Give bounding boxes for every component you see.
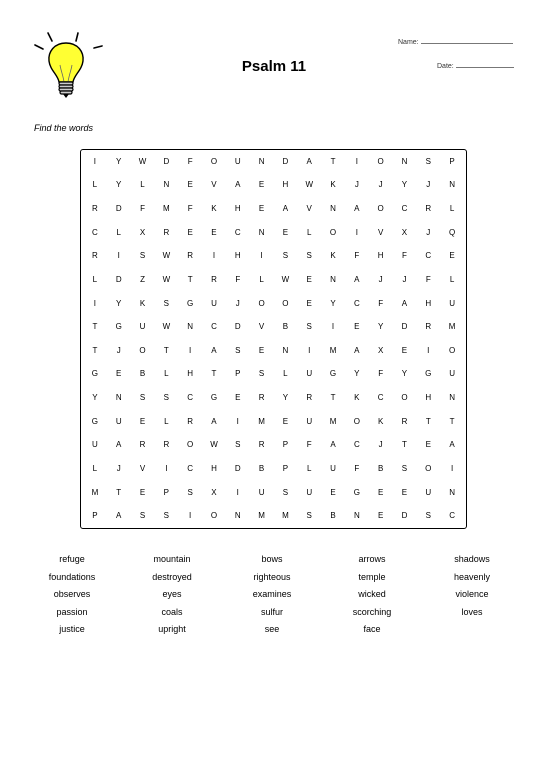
grid-letter[interactable]: I [308,345,311,355]
grid-letter[interactable]: F [378,369,384,379]
grid-letter[interactable]: A [235,180,241,190]
grid-letter[interactable]: W [162,322,171,332]
grid-letter[interactable]: S [306,511,312,521]
grid-letter[interactable]: F [140,204,145,214]
grid-letter[interactable]: E [377,511,384,521]
grid-letter[interactable]: L [306,463,312,473]
grid-letter[interactable]: M [282,511,289,521]
grid-letter[interactable]: A [354,204,360,214]
grid-letter[interactable]: S [282,487,289,497]
grid-letter[interactable]: E [258,204,265,214]
grid-letter[interactable]: O [282,298,289,308]
grid-letter[interactable]: S [258,369,265,379]
grid-letter[interactable]: B [330,511,336,521]
grid-letter[interactable]: R [258,393,265,403]
grid-letter[interactable]: T [211,369,217,379]
grid-letter[interactable]: L [306,227,312,237]
word-list-item: scorching [352,606,392,617]
grid-letter[interactable]: M [329,345,337,355]
grid-letter[interactable]: E [187,227,193,237]
grid-letter[interactable]: V [139,463,146,473]
grid-letter[interactable]: H [234,251,241,261]
grid-letter[interactable]: N [258,227,265,237]
grid-letter[interactable]: D [234,463,241,473]
grid-letter[interactable]: K [330,251,336,261]
grid-letter[interactable]: E [401,345,408,355]
grid-letter[interactable]: O [448,345,456,355]
grid-letter[interactable]: L [92,463,98,473]
grid-letter[interactable]: D [115,274,122,284]
grid-letter[interactable]: P [282,463,289,473]
grid-letter[interactable]: A [330,440,336,450]
grid-letter[interactable]: E [282,416,289,426]
grid-letter[interactable]: X [211,487,217,497]
grid-letter[interactable]: N [115,393,122,403]
grid-letter[interactable]: E [377,487,384,497]
grid-letter[interactable]: P [235,369,241,379]
grid-letter[interactable]: S [401,463,408,473]
grid-letter[interactable]: R [401,416,408,426]
word-list-item: violence [455,589,489,600]
grid-letter[interactable]: M [91,487,99,497]
grid-letter[interactable]: I [165,463,168,473]
grid-letter[interactable]: I [117,251,120,261]
grid-letter[interactable]: M [163,204,170,214]
grid-letter[interactable]: V [211,180,217,190]
grid-letter[interactable]: I [189,511,192,521]
grid-letter[interactable]: I [355,227,358,237]
grid-letter[interactable]: J [378,440,383,450]
grid-letter[interactable]: A [354,345,360,355]
grid-letter[interactable]: F [306,440,312,450]
grid-letter[interactable]: E [139,487,146,497]
grid-letter[interactable]: N [449,180,455,190]
grid-letter[interactable]: N [330,274,336,284]
grid-letter[interactable]: R [163,227,170,237]
grid-letter[interactable]: F [378,298,384,308]
word-list-item: mountain [153,554,191,564]
grid-letter[interactable]: E [282,227,289,237]
grid-letter[interactable]: I [236,416,239,426]
grid-letter[interactable]: J [235,298,240,308]
word-list-item: upright [158,624,186,635]
grid-letter[interactable]: T [330,156,336,166]
grid-letter[interactable]: D [115,204,122,214]
grid-letter[interactable]: J [116,463,121,473]
grid-letter[interactable]: G [115,322,122,332]
grid-letter[interactable]: Y [401,369,408,379]
grid-letter[interactable]: B [377,463,384,473]
grid-letter[interactable]: F [354,251,360,261]
grid-letter[interactable]: H [377,251,384,261]
grid-letter[interactable]: P [282,440,289,450]
grid-letter[interactable]: S [235,345,241,355]
grid-letter[interactable]: V [258,322,265,332]
grid-letter[interactable]: R [187,251,194,261]
grid-letter[interactable]: M [258,416,265,426]
grid-letter[interactable]: N [187,322,194,332]
grid-letter[interactable]: L [259,274,264,284]
grid-letter[interactable]: R [187,416,194,426]
grid-letter[interactable]: O [187,440,194,450]
grid-letter[interactable]: N [330,204,336,214]
grid-letter[interactable]: L [449,204,455,214]
grid-letter[interactable]: J [402,274,407,284]
grid-letter[interactable]: F [425,274,431,284]
grid-letter[interactable]: Q [448,227,456,237]
grid-letter[interactable]: E [187,180,193,190]
grid-letter[interactable]: N [449,393,455,403]
grid-letter[interactable]: I [260,251,263,261]
grid-letter[interactable]: L [164,416,169,426]
grid-letter[interactable]: O [139,345,146,355]
word-list-item: arrows [358,554,386,564]
grid-letter[interactable]: U [139,322,146,332]
grid-letter[interactable]: A [282,204,289,214]
grid-letter[interactable]: U [92,440,98,450]
grid-letter[interactable]: N [353,511,360,521]
grid-letter[interactable]: C [425,251,432,261]
grid-letter[interactable]: L [283,369,288,379]
grid-letter[interactable]: P [92,511,98,521]
grid-letter[interactable]: V [377,227,384,237]
grid-letter[interactable]: F [187,156,193,166]
grid-letter[interactable]: O [377,204,384,214]
grid-letter[interactable]: I [93,156,97,166]
grid-letter[interactable]: R [425,322,432,332]
grid-letter[interactable]: H [187,369,194,379]
word-list-item: loves [461,606,483,617]
grid-letter[interactable]: S [187,487,193,497]
name-underline [421,38,513,44]
grid-letter[interactable]: J [378,180,383,190]
grid-letter[interactable]: N [234,511,241,521]
grid-letter[interactable]: Y [92,393,98,403]
grid-letter[interactable]: I [93,298,97,308]
grid-letter[interactable]: W [305,180,313,190]
grid-letter[interactable]: O [210,156,218,166]
grid-letter[interactable]: D [282,156,289,166]
word-list-item: heavenly [453,571,491,582]
grid-letter[interactable]: J [354,180,359,190]
grid-letter[interactable]: Y [401,180,408,190]
grid-letter[interactable]: R [211,274,217,284]
grid-letter[interactable]: C [92,227,98,237]
word-search-grid [80,149,467,529]
grid-letter[interactable]: J [426,227,431,237]
grid-letter[interactable]: F [235,274,241,284]
grid-letter[interactable]: A [306,156,312,166]
date-label: Date: [437,63,454,70]
grid-letter[interactable]: E [354,322,360,332]
word-list-item: passion [56,606,88,617]
name-field[interactable] [398,38,513,46]
grid-letter[interactable]: E [211,227,217,237]
grid-letter[interactable]: U [258,487,265,497]
grid-letter[interactable]: H [211,463,217,473]
grid-letter[interactable]: X [377,345,384,355]
grid-letter[interactable]: U [330,463,336,473]
grid-letter[interactable]: U [115,416,122,426]
grid-letter[interactable]: W [210,440,218,450]
grid-letter[interactable]: E [401,487,408,497]
grid-letter[interactable]: E [449,251,455,261]
grid-letter[interactable]: A [211,345,217,355]
grid-letter[interactable]: D [401,322,408,332]
word-list-item: righteous [253,571,291,582]
grid-letter[interactable]: B [282,322,289,332]
grid-letter[interactable]: H [234,204,241,214]
grid-letter[interactable]: U [425,487,432,497]
grid-letter[interactable]: Z [140,274,145,284]
grid-letter[interactable]: X [139,227,146,237]
grid-letter[interactable]: I [236,487,239,497]
grid-letter[interactable]: T [92,322,98,332]
grid-letter[interactable]: H [425,393,432,403]
grid-letter[interactable]: O [210,511,218,521]
grid-letter[interactable]: S [139,511,146,521]
grid-letter[interactable]: O [425,463,432,473]
grid-letter[interactable]: U [449,369,455,379]
grid-letter[interactable]: C [353,440,360,450]
grid-letter[interactable]: R [425,204,432,214]
word-list-item: shadows [454,554,490,564]
grid-letter[interactable]: K [377,416,384,426]
word-list-item: coals [161,606,183,617]
name-label: Name: [398,39,419,46]
grid-letter[interactable]: V [306,204,312,214]
grid-letter[interactable]: G [210,393,218,403]
grid-letter[interactable]: C [211,322,217,332]
grid-letter[interactable]: Y [330,298,336,308]
grid-letter[interactable]: K [139,298,146,308]
grid-letter[interactable]: P [163,487,170,497]
instruction-text: Find the words [34,123,94,133]
grid-letter[interactable]: L [92,180,98,190]
grid-letter[interactable]: S [282,251,289,261]
grid-letter[interactable]: S [163,511,170,521]
grid-letter[interactable]: U [211,298,217,308]
word-list-item: see [264,624,280,635]
grid-letter[interactable]: T [449,416,455,426]
grid-letter[interactable]: I [427,345,430,355]
grid-letter[interactable]: D [163,156,170,166]
word-list-item: examines [252,589,292,600]
grid-letter[interactable]: E [139,416,146,426]
grid-letter[interactable]: R [92,251,98,261]
grid-letter[interactable]: J [378,274,383,284]
grid-letter[interactable]: E [235,393,241,403]
grid-letter[interactable]: O [329,227,337,237]
grid-letter[interactable]: R [92,204,98,214]
grid-letter[interactable]: G [425,369,432,379]
grid-letter[interactable]: M [329,416,337,426]
grid-letter[interactable]: H [425,298,432,308]
grid-letter[interactable]: T [402,440,407,450]
grid-letter[interactable]: A [449,440,455,450]
grid-letter[interactable]: C [377,393,384,403]
grid-letter[interactable]: N [163,180,170,190]
grid-letter[interactable]: N [401,156,408,166]
grid-letter[interactable]: C [449,511,455,521]
word-list [22,551,522,639]
grid-letter[interactable]: R [139,440,146,450]
grid-letter[interactable]: U [306,369,313,379]
grid-letter[interactable]: X [401,227,408,237]
grid-letter[interactable]: T [425,416,431,426]
grid-letter[interactable]: S [235,440,241,450]
word-list-item: refuge [59,554,85,564]
grid-letter[interactable]: A [211,416,217,426]
grid-letter[interactable]: J [116,345,121,355]
grid-letter[interactable]: C [353,298,360,308]
grid-letter[interactable]: C [187,393,194,403]
grid-letter[interactable]: W [162,274,171,284]
grid-letter[interactable]: K [330,180,336,190]
word-list-item: destroyed [152,571,192,582]
word-list-item: wicked [358,589,386,600]
word-list-item: face [363,624,381,635]
word-list-item: bows [261,554,283,564]
grid-letter[interactable]: L [164,369,169,379]
grid-letter[interactable]: A [354,274,360,284]
grid-letter[interactable]: Y [377,322,384,332]
word-list-item: sulfur [260,606,283,617]
grid-letter[interactable]: Y [354,369,360,379]
grid-letter[interactable]: A [116,440,122,450]
grid-letter[interactable]: E [306,298,312,308]
grid-letter[interactable]: O [377,156,384,166]
grid-letter[interactable]: U [449,298,455,308]
grid-letter[interactable]: S [163,393,170,403]
grid-letter[interactable]: D [234,322,241,332]
grid-letter[interactable]: S [163,298,170,308]
grid-letter[interactable]: C [187,463,194,473]
grid-letter[interactable]: Y [116,298,122,308]
grid-letter[interactable]: G [187,298,194,308]
grid-letter[interactable]: R [163,440,170,450]
grid-letter[interactable]: S [306,251,312,261]
grid-letter[interactable]: D [401,511,408,521]
grid-letter[interactable]: S [306,322,312,332]
grid-letter[interactable]: Y [116,180,122,190]
grid-letter[interactable]: J [426,180,431,190]
grid-letter[interactable]: A [116,511,122,521]
grid-letter[interactable]: T [116,487,122,497]
grid-letter[interactable]: W [138,156,147,166]
grid-letter[interactable]: T [163,345,169,355]
grid-letter[interactable]: F [354,463,360,473]
grid-letter[interactable]: Y [282,393,289,403]
grid-letter[interactable]: I [355,156,358,166]
grid-letter[interactable]: R [258,440,265,450]
grid-letter[interactable]: I [331,322,335,332]
grid-letter[interactable]: E [258,345,265,355]
grid-letter[interactable]: N [449,487,455,497]
word-list-item: observes [53,589,91,600]
grid-letter[interactable]: T [187,274,193,284]
grid-letter[interactable]: W [162,251,171,261]
grid-letter[interactable]: L [116,227,121,237]
grid-letter[interactable]: I [450,463,454,473]
grid-letter[interactable]: O [353,416,360,426]
grid-letter[interactable]: L [92,274,98,284]
grid-letter[interactable]: L [140,180,145,190]
grid-letter[interactable]: O [401,393,408,403]
grid-letter[interactable]: T [330,393,336,403]
page-title: Psalm 11 [241,58,307,75]
grid-letter[interactable]: U [306,416,313,426]
grid-letter[interactable]: F [402,251,407,261]
grid-letter[interactable]: C [401,204,408,214]
grid-letter[interactable]: G [91,369,99,379]
grid-letter[interactable]: P [449,156,455,166]
grid-letter[interactable]: S [425,511,431,521]
grid-letter[interactable]: F [187,204,193,214]
grid-letter[interactable]: A [401,298,408,308]
grid-letter[interactable]: M [448,322,456,332]
grid-letter[interactable]: U [306,487,313,497]
grid-letter[interactable]: S [425,156,431,166]
grid-letter[interactable]: M [258,511,265,521]
grid-letter[interactable]: G [329,369,337,379]
grid-letter[interactable]: E [330,487,336,497]
grid-letter[interactable]: S [139,393,146,403]
word-list-item: temple [358,571,386,582]
grid-letter[interactable]: I [189,345,192,355]
grid-letter[interactable]: T [92,345,98,355]
grid-letter[interactable]: C [234,227,241,237]
grid-letter[interactable]: E [306,274,312,284]
grid-letter[interactable]: E [258,180,265,190]
grid-letter[interactable]: L [449,274,455,284]
grid-letter[interactable]: G [91,416,99,426]
word-list-item: foundations [48,571,96,582]
grid-letter[interactable]: O [258,298,265,308]
grid-letter[interactable]: U [234,156,241,166]
grid-letter[interactable]: S [139,251,146,261]
grid-letter[interactable]: W [281,274,290,284]
grid-letter[interactable]: N [258,156,265,166]
grid-letter[interactable]: K [354,393,360,403]
grid-letter[interactable]: R [306,393,313,403]
grid-letter[interactable]: N [282,345,289,355]
grid-letter[interactable]: B [139,369,146,379]
grid-letter[interactable]: K [211,204,217,214]
grid-letter[interactable]: E [425,440,431,450]
grid-letter[interactable]: I [212,251,216,261]
word-list-item: justice [59,624,85,635]
grid-letter[interactable]: H [282,180,289,190]
grid-letter[interactable]: B [258,463,265,473]
grid-letter[interactable]: Y [116,156,122,166]
grid-letter[interactable]: G [353,487,360,497]
grid-letter[interactable]: E [116,369,122,379]
word-list-item: eyes [162,589,182,600]
